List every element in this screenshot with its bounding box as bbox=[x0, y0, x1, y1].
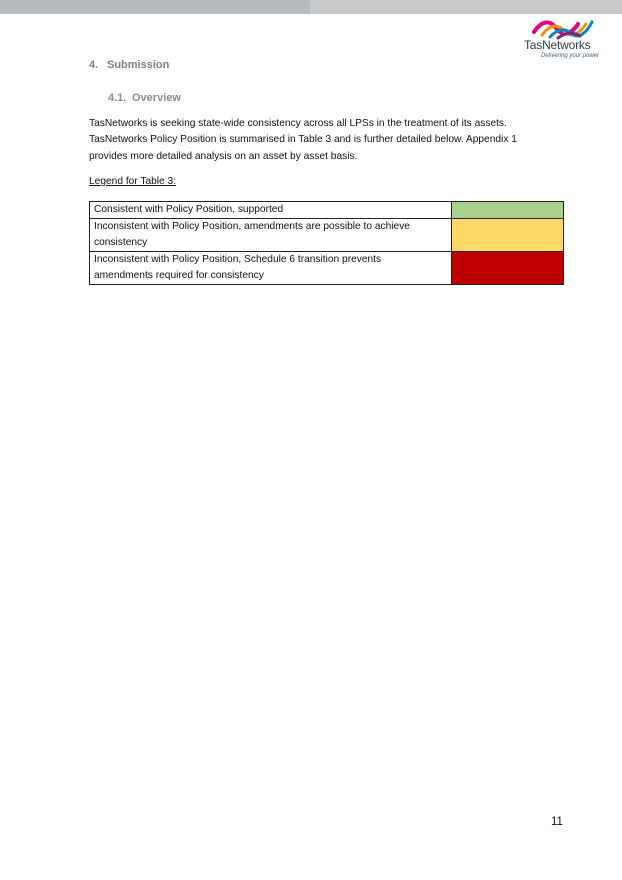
logo-brand-name: TasNetworks bbox=[524, 38, 591, 52]
legend-swatch-amber bbox=[452, 219, 564, 252]
subsection-heading bbox=[108, 92, 181, 104]
legend-row-amendable bbox=[90, 219, 564, 252]
legend-label-line: Inconsistent with Policy Position, amendments are possible to achieve bbox=[94, 221, 410, 232]
legend-label-line: consistency bbox=[94, 237, 148, 248]
subsection-number: 4.1. bbox=[108, 92, 127, 104]
body-line: TasNetworks is seeking state-wide consistency across all LPSs in the treatment of its assets. bbox=[89, 118, 507, 129]
legend-label-line: amendments required for consistency bbox=[94, 270, 264, 281]
section-title: Submission bbox=[107, 59, 170, 71]
body-paragraph bbox=[89, 116, 559, 165]
logo-tagline: Delivering your power bbox=[541, 53, 600, 59]
legend-label-line: Consistent with Policy Position, supported bbox=[94, 204, 284, 215]
legend-label-line: Inconsistent with Policy Position, Schedule 6 transition prevents bbox=[94, 254, 382, 265]
subsection-title: Overview bbox=[132, 92, 181, 104]
page-number: 11 bbox=[551, 816, 563, 828]
legend-row-supported bbox=[90, 202, 564, 219]
body-line: provides more detailed analysis on an asset by asset basis. bbox=[89, 150, 358, 162]
legend-label bbox=[90, 252, 452, 285]
header-bar bbox=[0, 0, 622, 14]
legend-swatch-red bbox=[452, 252, 564, 285]
legend-swatch-green bbox=[452, 202, 564, 219]
legend-label bbox=[90, 219, 452, 252]
tasnetworks-logo bbox=[524, 16, 604, 60]
body-line: TasNetworks Policy Position is summarised in Table 3 and is further detailed below. Appendix 1 bbox=[89, 134, 517, 146]
header-bar-segment bbox=[0, 0, 310, 14]
legend-row-prevented bbox=[90, 252, 564, 285]
section-heading bbox=[89, 59, 169, 71]
legend-table bbox=[89, 201, 564, 285]
legend-label bbox=[90, 202, 452, 219]
logo-wave-icon bbox=[532, 18, 596, 40]
section-number: 4. bbox=[89, 59, 99, 71]
legend-title: Legend for Table 3: bbox=[89, 176, 177, 187]
